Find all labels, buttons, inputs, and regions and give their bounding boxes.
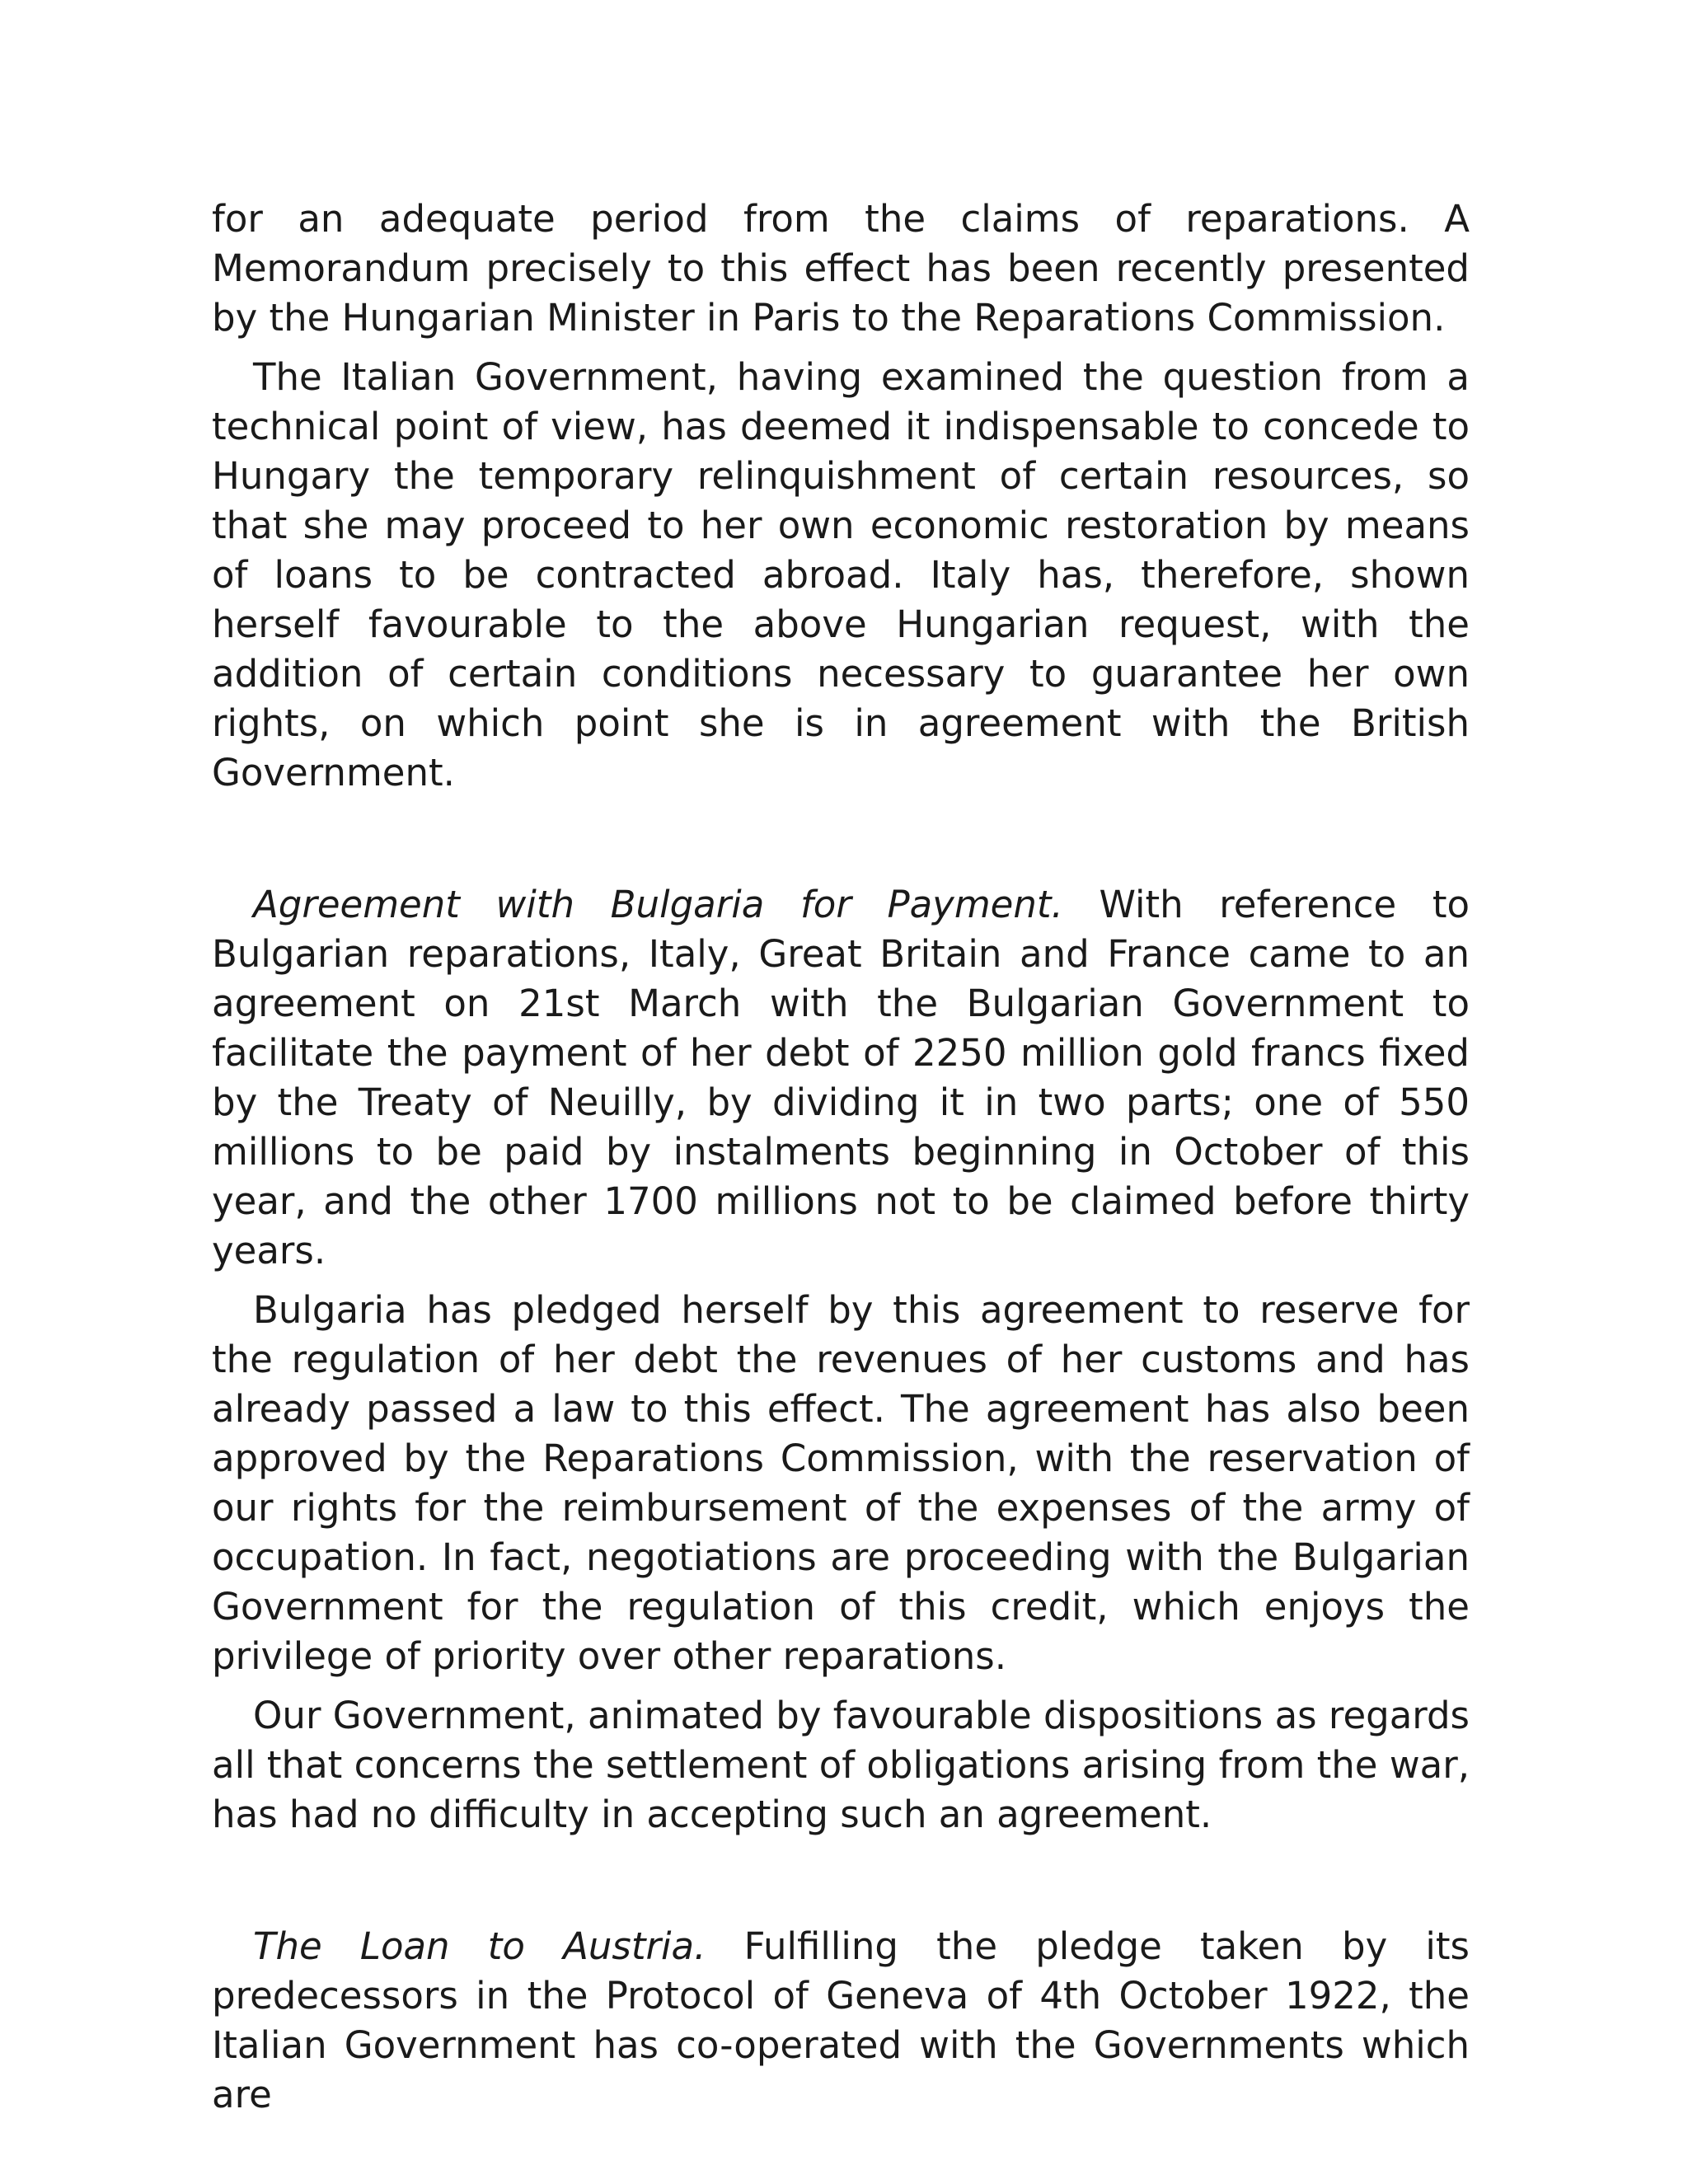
paragraph-bulgaria-agreement [212, 880, 1470, 1276]
paragraph-austria-loan [212, 1922, 1470, 2120]
paragraph-text: for an adequate period from the claims of reparations. A Memorandum precisely to this effect has been recently presented by the Hungarian Minister in Paris to the Reparations Commission. [212, 197, 1470, 340]
paragraph-text: Fulfilling the pledge taken by its predecessors in the Protocol of Geneva of 4th October 1922, the Italian Government has co-operated with the Governments which are [212, 1924, 1470, 2116]
section-heading: Agreement with Bulgaria for Payment. [253, 883, 1063, 926]
paragraph-our-government [212, 1691, 1470, 1840]
paragraph-text: Bulgaria has pledged herself by this agreement to reserve for the regulation of her debt the revenues of her customs and has already passed a law to this effect. The agreement has also been approved by the Reparations Commission, with the reservation of our rights for the reimbursement of the expenses of the army of occupation. In fact, negotiations are proceeding with the Bulgarian Government for the regulation of this credit, which enjoys the privilege of priority over other reparations. [212, 1288, 1470, 1678]
document-page [212, 194, 1470, 2120]
paragraph-hungary-memorandum [212, 194, 1470, 343]
paragraph-bulgaria-pledge [212, 1286, 1470, 1681]
paragraph-text: Our Government, animated by favourable dispositions as regards all that concerns the settlement of obligations arising from the war, has had no difficulty in accepting such an agreement. [212, 1694, 1470, 1836]
paragraph-text: With reference to Bulgarian reparations, Italy, Great Britain and France came to an agreement on 21st March with the Bulgarian Government to facilitate the payment of her debt of 2250 million gold francs fixed by the Treaty of Neuilly, by dividing it in two parts; one of 550 millions to be paid by instalments beginning in October of this year, and the other 1700 millions not to be claimed before thirty years. [212, 883, 1470, 1272]
section-heading: The Loan to Austria. [253, 1924, 706, 1968]
paragraph-italian-government [212, 353, 1470, 798]
paragraph-text: The Italian Government, having examined the question from a technical point of view, has deemed it indispensable to concede to Hungary the temporary relinquishment of certain resources, so that she may proceed to her own economic restoration by means of loans to be contracted abroad. Italy has, therefore, shown herself favourable to the above Hungarian request, with the addition of certain conditions necessary to guarantee her own rights, on which point she is in agreement with the British Government. [212, 355, 1470, 794]
